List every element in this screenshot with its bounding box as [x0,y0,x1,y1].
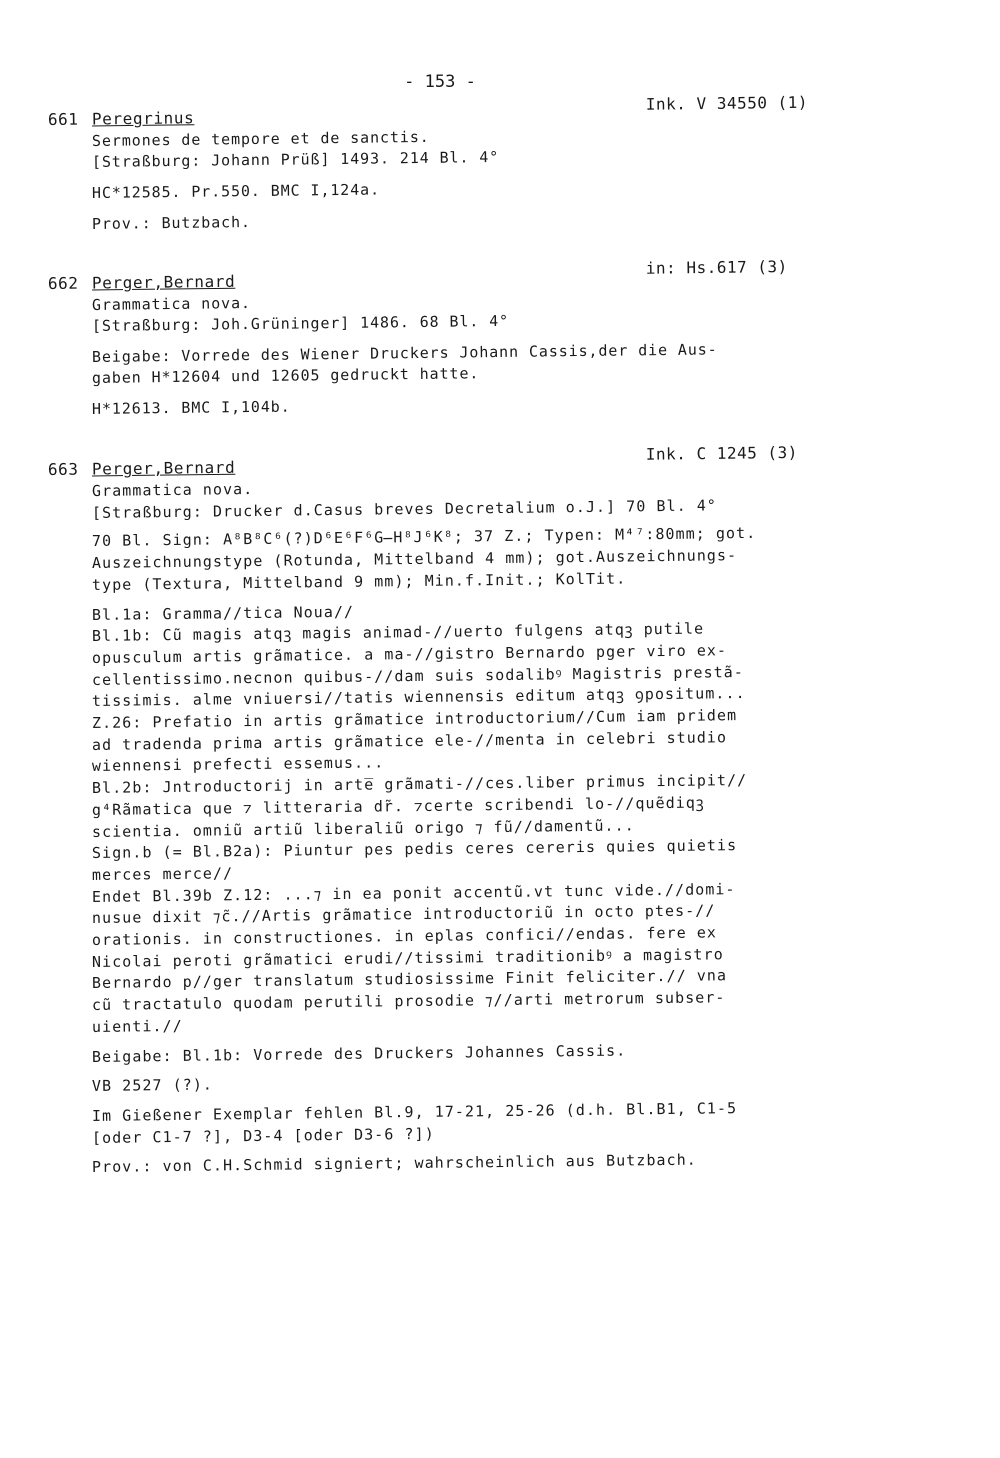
entry-line: Grammatica nova. [91,294,251,314]
entry-line: scientia. omniũ artiũ liberaliũ origo ⁊ fũ//damentũ... [91,815,635,841]
shelf-mark: Ink. C 1245 (3) [645,442,798,464]
entry-line: g⁴Rãmatica que ⁊ litteraria dr̃. ⁊certe scribendi lo-//quẽdiqꝫ [91,793,705,819]
catalog-entry-661 [47,92,898,235]
shelf-mark: in: Hs.617 (3) [645,256,788,278]
entry-line: HC*12585. Pr.550. BMC I,124a. [91,180,381,202]
entry-line: gaben H*12604 und 12605 gedruckt hatte. [91,364,480,387]
entry-line: H*12613. BMC I,104b. [91,397,291,418]
entry-line: 70 Bl. Sign: A⁸B⁸C⁶(?)D⁶E⁶F⁶G̶H⁸J⁶K⁸; 37 Z.; Typen: M⁴⁷:80mm; got. [91,524,757,551]
entry-number: 661 [47,109,79,129]
page-number: - 153 - [404,72,476,92]
entry-line: nusue dixit ⁊c̃.//Artis grãmatice introductoriũ in octo ptes-// [91,901,716,928]
entry-line: [Straßburg: Joh.Grüninger] 1486. 68 Bl. 4° [91,311,510,335]
entry-line: Nicolai peroti grãmatici erudi//tissimi traditionibꝰ a magistro [91,945,724,971]
entry-line: tissimis. alme vniuersi//tatis wiennensis editum atqꝫ ꝯpositum... [91,684,746,711]
entry-line: Prov.: von C.H.Schmid signiert; wahrscheinlich aus Butzbach. [91,1151,697,1177]
entry-line: Im Gießener Exemplar fehlen Bl.9, 17-21, 25-26 (d.h. Bl.B1, C1-5 [91,1099,738,1125]
entry-line: Bl.1a: Gramma//tica Noua// [91,602,355,624]
entry-line: orationis. in constructiones. in eplas confici//endas. fere ex [91,923,718,950]
entry-line: Bernardo p//ger translatum studiosissime Finit feliciter.// vna [91,966,728,993]
entry-author: Perger,Bernard [91,457,236,479]
entry-line: Bl.2b: Jntroductorij in arte̅ grãmati-//ces.liber primus incipit// [91,771,748,798]
catalog-entry-662 [47,256,898,420]
catalog-entry-663 [47,442,898,1179]
entry-author: Perger,Bernard [91,271,236,293]
entry-line: Prov.: Butzbach. [91,213,251,233]
entry-line: VB 2527 (?). [91,1075,214,1096]
entry-line: type (Textura, Mittelband 9 mm); Min.f.Init.; KolTit. [91,569,627,594]
entry-line: Beigabe: Bl.1b: Vorrede des Druckers Johannes Cassis. [91,1041,627,1066]
entry-line: Sermones de tempore et de sanctis. [91,127,430,150]
entry-line: [oder C1-7 ?], D3-4 [oder D3-6 ?]) [91,1124,435,1147]
entry-line: Endet Bl.39b Z.12: ...⁊ in ea ponit accentũ.vt tunc vide.//domi- [91,879,736,906]
entry-number: 663 [47,459,79,479]
entry-line: [Straßburg: Johann Prüß] 1493. 214 Bl. 4° [91,148,500,171]
entry-line: opusculum artis grãmatice. a ma-//gistro Bernardo pger viro ex- [91,641,728,667]
entry-line: Bl.1b: Cũ magis atqꝫ magis animad-//uerto fulgens atqꝫ putile [91,619,705,646]
entry-number: 662 [47,273,79,293]
shelf-mark: Ink. V 34550 (1) [645,92,809,114]
entry-line: [Straßburg: Drucker d.Casus breves Decretalium o.J.] 70 Bl. 4° [91,496,718,522]
entry-line: wiennensi prefecti essemus... [91,753,385,776]
entry-line: Grammatica nova. [91,480,254,500]
entry-line: uienti.// [91,1016,183,1036]
entry-line: Beigabe: Vorrede des Wiener Druckers Johann Cassis,der die Aus- [91,340,718,366]
entry-line: ad tradenda prima artis grãmatice ele-//menta in celebri studio [91,727,728,754]
entry-line: cũ tractatulo quodam perutili prosodie ⁊//arti metrorum subser- [91,988,726,1015]
entry-line: merces merce// [91,864,234,884]
entry-line: Sign.b (= Bl.B2a): Piuntur pes pedis ceres cereris quies quietis [91,836,738,863]
entry-line: Z.26: Prefatio in artis grãmatice introductorium//Cum iam pridem [91,706,738,733]
entry-author: Peregrinus [91,108,195,129]
entry-line: Auszeichnungstype (Rotunda, Mittelband 4 mm); got.Auszeichnungs- [91,546,738,573]
entry-line: cellentissimo.necnon quibus-//dam suis sodalibꝰ Magistris prestã- [91,662,745,689]
